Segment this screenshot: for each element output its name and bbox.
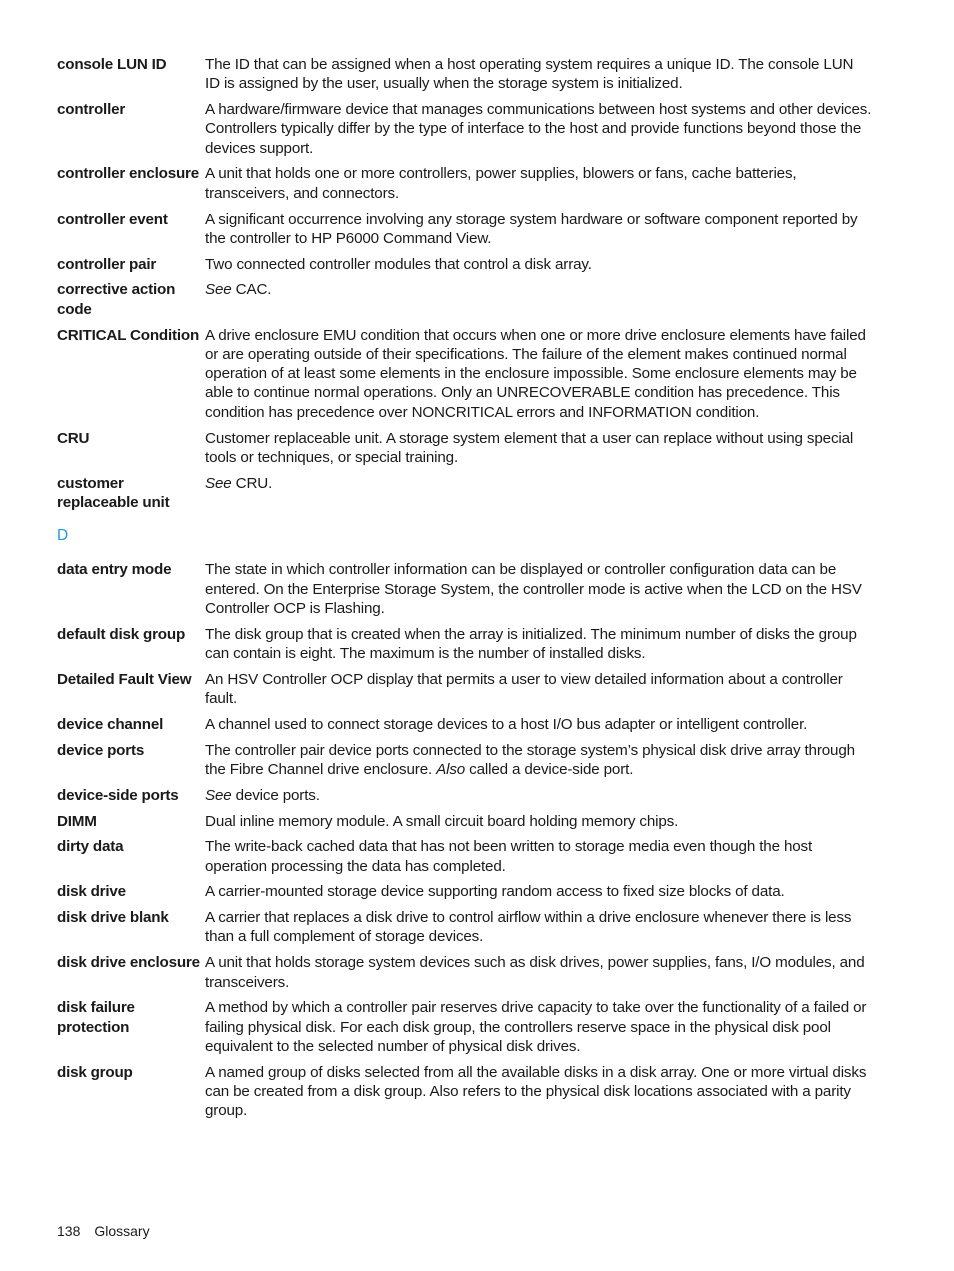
section-letter-heading: D xyxy=(57,527,69,545)
glossary-definition: The write-back cached data that has not been written to storage media even though the host operation processing the data has completed. xyxy=(205,838,813,875)
glossary-term: disk drive xyxy=(57,883,126,901)
glossary-entry xyxy=(57,55,872,94)
glossary-term: device-side ports xyxy=(57,786,179,804)
glossary-entry xyxy=(57,953,872,992)
glossary-definition: The disk group that is created when the array is initialized. The minimum number of disks the group can contain is eight. The maximum is the number of installed disks. xyxy=(205,625,857,662)
glossary-entry xyxy=(57,1063,872,1121)
glossary-definition: A unit that holds one or more controllers, power supplies, blowers or fans, cache batteries, transceivers, and connectors. xyxy=(205,165,797,202)
glossary-entry xyxy=(57,474,872,513)
glossary-term: default disk group xyxy=(57,625,186,643)
glossary-entry xyxy=(57,882,872,901)
glossary-term: device channel xyxy=(57,715,164,733)
glossary-term: device ports xyxy=(57,741,145,759)
glossary-term: controller pair xyxy=(57,255,157,273)
page-footer xyxy=(57,1222,150,1240)
glossary-entry xyxy=(57,210,872,249)
glossary-definition: An HSV Controller OCP display that permits a user to view detailed information about a controller fault. xyxy=(205,670,843,708)
glossary-term: corrective action code xyxy=(57,281,176,318)
glossary-entry xyxy=(57,326,872,422)
glossary-definition: A hardware/firmware device that manages communications between host systems and other devices. Controllers typically differ by the type of interface to the host and provide functions beyond those the devices support. xyxy=(205,101,872,157)
glossary-term: controller enclosure xyxy=(57,165,200,183)
glossary-definition: A drive enclosure EMU condition that occurs when one or more drive enclosure elements have failed or are operating outside of their specifications. The failure of the element makes continued normal operation of at least some elements in the enclosure impossible. Some enclosure elements may be able to continue normal operations. Only an UNRECOVERABLE condition has precedence. This condition has precedence over NONCRITICAL errors and INFORMATION condition. xyxy=(205,326,866,421)
glossary-entry xyxy=(57,670,872,709)
glossary-term: disk drive blank xyxy=(57,909,169,927)
glossary-entry xyxy=(57,280,872,319)
glossary-term: controller xyxy=(57,101,126,119)
see-reference: See xyxy=(205,786,232,804)
glossary-entry xyxy=(57,998,872,1056)
glossary-term: disk failure protection xyxy=(57,999,135,1036)
glossary-entry xyxy=(57,837,872,876)
glossary-term: console LUN ID xyxy=(57,56,167,73)
glossary-definition: The ID that can be assigned when a host operating system requires a unique ID. The console LUN ID is assigned by the user, usually when the storage system is initialized. xyxy=(205,56,854,93)
glossary-term: CRITICAL Condition xyxy=(57,326,200,344)
glossary-definition xyxy=(205,280,872,319)
glossary-definition: A unit that holds storage system devices such as disk drives, power supplies, fans, I/O modules, and transceivers. xyxy=(205,954,865,991)
glossary-term: Detailed Fault View xyxy=(57,670,192,688)
see-reference: See xyxy=(205,281,232,299)
glossary-term: customer replaceable unit xyxy=(57,474,170,511)
glossary-entry xyxy=(57,786,872,805)
glossary-definition: A method by which a controller pair reserves drive capacity to take over the functionality of a failed or failing physical disk. For each disk group, the controllers reserve space in the physical disk pool equivalent to the selected number of physical disk drives. xyxy=(205,999,867,1055)
glossary-entry xyxy=(57,100,872,158)
cross-reference-text: device ports. xyxy=(231,786,320,804)
glossary-definition xyxy=(205,474,872,513)
glossary-definition: A named group of disks selected from all the available disks in a disk array. One or more virtual disks can be created from a disk group. Also refers to the physical disk locations associated with a parity group. xyxy=(205,1063,867,1120)
definition-text: The controller pair device ports connected to the storage system’s physical disk drive array through the Fibre Channel drive enclosure. xyxy=(205,741,855,778)
glossary-definition: A significant occurrence involving any storage system hardware or software component reported by the controller to HP P6000 Command View. xyxy=(205,210,858,247)
glossary-entry xyxy=(57,625,872,664)
glossary-term: CRU xyxy=(57,429,90,447)
glossary-definition: The state in which controller information can be displayed or controller configuration data can be entered. On the Enterprise Storage System, the controller mode is active when the LCD on the HSV Controller OCP is Flashing. xyxy=(205,561,862,617)
definition-text-continued: called a device-side port. xyxy=(465,760,634,778)
footer-section-title: Glossary xyxy=(94,1223,150,1239)
glossary-definition: A carrier that replaces a disk drive to control airflow within a drive enclosure whenever there is less than a full complement of storage devices. xyxy=(205,909,852,946)
glossary-term: controller event xyxy=(57,210,168,228)
glossary-definition: Dual inline memory module. A small circuit board holding memory chips. xyxy=(205,812,679,830)
glossary-entry xyxy=(57,164,872,203)
glossary-definition: A carrier-mounted storage device supporting random access to fixed size blocks of data. xyxy=(205,883,785,901)
cross-reference-text: CAC. xyxy=(231,281,272,299)
glossary-definition xyxy=(205,786,872,805)
glossary-definition: Two connected controller modules that control a disk array. xyxy=(205,255,592,273)
glossary-term: DIMM xyxy=(57,812,97,830)
glossary-term: disk group xyxy=(57,1063,133,1081)
also-reference: Also xyxy=(436,760,466,778)
glossary-entry xyxy=(57,908,872,947)
page-number: 138 xyxy=(57,1223,81,1239)
glossary-term: disk drive enclosure xyxy=(57,954,200,972)
glossary-definition xyxy=(205,741,872,780)
glossary-entry xyxy=(57,429,872,468)
glossary-entry xyxy=(57,255,872,274)
glossary-entry xyxy=(57,812,872,831)
glossary-term: dirty data xyxy=(57,838,124,856)
glossary-definition: A channel used to connect storage devices to a host I/O bus adapter or intelligent controller. xyxy=(205,715,808,733)
glossary-entry xyxy=(57,715,872,734)
glossary-entry xyxy=(57,560,872,618)
see-reference: See xyxy=(205,474,232,492)
glossary-entry xyxy=(57,741,872,780)
glossary-page xyxy=(57,55,872,1127)
glossary-definition: Customer replaceable unit. A storage system element that a user can replace without using special tools or techniques, or special training. xyxy=(205,429,854,466)
cross-reference-text: CRU. xyxy=(231,474,273,492)
glossary-term: data entry mode xyxy=(57,561,172,579)
